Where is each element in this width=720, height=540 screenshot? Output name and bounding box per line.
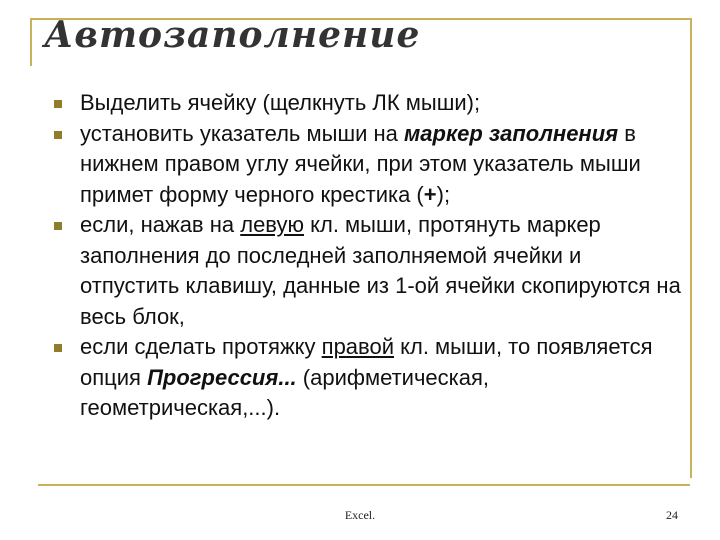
- bottom-border-line: [38, 484, 690, 486]
- bullet-item-2: [52, 119, 682, 211]
- bullet-text-end: кл. мыши, протянуть маркер заполнения до последней заполняемой ячейки и отпустить клавишу, данные из 1-ой ячейки скопируются на весь блок,: [80, 212, 681, 329]
- square-bullet-icon: [54, 131, 62, 139]
- bullet-text-middle: в нижнем правом углу ячейки, при этом указатель мыши примет форму черного крестика (: [80, 120, 641, 207]
- bullet-list: [52, 88, 682, 424]
- plus-symbol: +: [423, 181, 437, 207]
- bullet-item-1: [52, 88, 682, 119]
- bullet-text: Выделить ячейку (щелкнуть ЛК мыши);: [80, 90, 481, 115]
- bullet-text-start: установить указатель мыши на: [80, 120, 404, 146]
- square-bullet-icon: [54, 100, 62, 108]
- slide-title: Автозаполнение: [44, 14, 421, 56]
- left-button-term: левую: [240, 212, 305, 237]
- square-bullet-icon: [54, 222, 62, 230]
- progression-option-term: Прогрессия...: [147, 364, 297, 390]
- square-bullet-icon: [54, 344, 62, 352]
- left-border-line: [30, 18, 32, 66]
- bullet-item-3: [52, 210, 682, 332]
- right-button-term: правой: [321, 334, 395, 359]
- bullet-text-end: (арифметическая, геометрическая,...).: [80, 364, 490, 420]
- bullet-text-middle: кл. мыши, то появляется опция: [80, 334, 653, 390]
- right-border-line: [690, 18, 692, 478]
- bullet-text-end: );: [436, 181, 451, 207]
- page-number: 24: [666, 508, 678, 522]
- fill-handle-term: маркер заполнения: [404, 120, 619, 146]
- bullet-text-start: если, нажав на: [80, 212, 241, 237]
- bullet-item-4: [52, 332, 682, 424]
- footer-label: Excel.: [344, 508, 376, 522]
- bullet-text-start: если сделать протяжку: [80, 334, 322, 359]
